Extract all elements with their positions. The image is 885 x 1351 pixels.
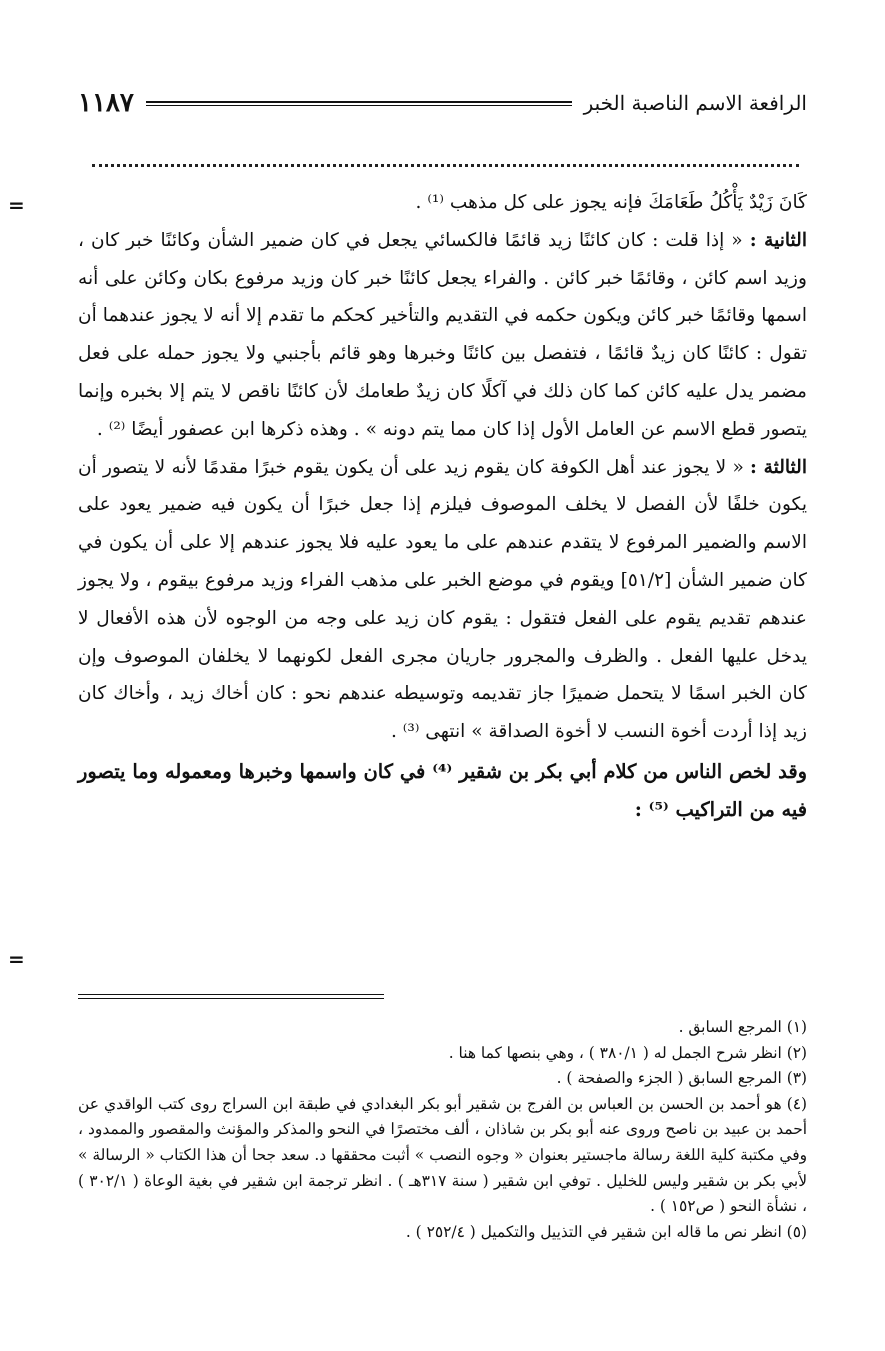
paragraph-3-text: « لا يجوز عند أهل الكوفة كان يقوم زيد على أن يكون يقوم خبرًا مقدمًا لأنه لا يتصور أن يكون خلفًا لأن الفصل لا يخلف الموصوف فيلزم إذا جعل خبرًا أن يكون فيه ضمير يعود على الاسم والضمير المرفوع لا يتقدم عندهم على ما يعود عليه فلا يجوز عندهم إلا على أن يكون في كان ضمير الشأن [٥١/٢] ويقوم في موضع الخبر على مذهب الفراء وزيد مرفوع بيقوم ، ولا يجوز عندهم تقديم يقوم على الفعل فتقول : يقوم كان زيد على وجه من الوجوه لأن هذه الأفعال لا يدخل عليها الفعل . والظرف والمجرور جاريان مجرى الفعل لكونهما لا يخلفان الموصوف وإن كان الخبر اسمًا لا يتحمل ضميرًا جاز تقديمه وتوسيطه عندهم نحو : كان أخاك زيد ، وأخاك كان زيد إذا أردت أخوة النسب لا أخوة الصداقة » انتهى ⁽³⁾ . bbox=[78, 456, 807, 743]
paragraph-3 bbox=[78, 449, 807, 751]
footnote-2: (٢) انظر شرح الجمل له ( ٣٨٠/١ ) ، وهي بنصها كما هنا . bbox=[448, 1043, 807, 1062]
footnote-1: (١) المرجع السابق . bbox=[678, 1018, 807, 1036]
paragraph-4: وقد لخص الناس من كلام أبي بكر بن شقير ⁽⁴⁾ في كان واسمها وخبرها ومعموله وما يتصور فيه من التراكيب ⁽⁵⁾ : bbox=[78, 759, 807, 821]
running-title: الرافعة الاسم الناصبة الخبر bbox=[583, 91, 807, 115]
page-number: ١١٨٧ bbox=[78, 88, 134, 118]
header-rule bbox=[146, 101, 572, 106]
continuation-mark-bottom: = bbox=[8, 947, 25, 971]
continuation-mark-top: = bbox=[8, 193, 25, 217]
dotted-separator bbox=[92, 150, 799, 167]
footnote-rule bbox=[78, 994, 384, 999]
footnotes bbox=[78, 1015, 807, 1245]
paragraph-1: كَانَ زَيْدٌ يَأْكُلُ طَعَامَكَ فإنه يجوز على كل مذهب ⁽¹⁾ . bbox=[415, 192, 807, 213]
paragraph-2-lead: الثانية : bbox=[749, 229, 807, 251]
paragraph-3-lead: الثالثة : bbox=[750, 456, 807, 478]
page-header bbox=[78, 86, 807, 120]
footnote-4: (٤) هو أحمد بن الحسن بن العباس بن الفرج بن شقير أبو بكر البغدادي في طبقة ابن السراج روى كتب الواقدي عن أحمد بن عبيد بن ناصح وروى عنه أبو بكر بن شاذان ، ألف مختصرًا في النحو والمذكر والمؤنث والمقصور والممدود ، وفي مكتبة كلية اللغة رسالة ماجستير بعنوان « وجوه النصب » أثبت محققها د. سعد جحا أن هذا الكتاب « الرسالة » لأبي بكر بن شقير وليس للخليل . توفي ابن شقير ( سنة ٣١٧هـ ) . انظر ترجمة ابن شقير في بغية الوعاة ( ٣٠٢/١ ) ، نشأة النحو ( ص١٥٢ ) . bbox=[78, 1094, 807, 1216]
footnote-5: (٥) انظر نص ما قاله ابن شقير في التذييل والتكميل ( ٢٥٢/٤ ) . bbox=[405, 1222, 807, 1241]
footnote-3: (٣) المرجع السابق ( الجزء والصفحة ) . bbox=[556, 1069, 807, 1088]
document-page bbox=[8, 0, 807, 1351]
paragraph-2 bbox=[78, 222, 807, 449]
main-text bbox=[78, 184, 807, 829]
paragraph-2-text: « إذا قلت : كان كائنًا زيد قائمًا فالكسائي يجعل في كان ضمير الشأن وكائنًا خبر كان ، وزيد اسم كائن ، وقائمًا خبر كائن . والفراء يجعل كائنًا خبر كان وزيد مرفوع بكان وكائن على أنه اسمها وقائمًا خبر كائن ويكون حكمه في التقديم والتأخير كحكم ما تقدم إلا أنه لا يجوز عندهما أن تقول : كائنًا كان زيدٌ قائمًا ، فتفصل بين كائنًا وخبرها وهو قائم بأجنبي ولا يجوز حمله على فعل مضمر يدل عليه كائن كما كان ذلك في آكلًا كان زيدٌ طعامك لأن كائنًا ناقص لا يتم إلا بخبره وإنما يتصور قطع الاسم عن العامل الأول إذا كان مما يتم دونه » . وهذه ذكرها ابن عصفور أيضًا ⁽²⁾ . bbox=[78, 229, 807, 440]
